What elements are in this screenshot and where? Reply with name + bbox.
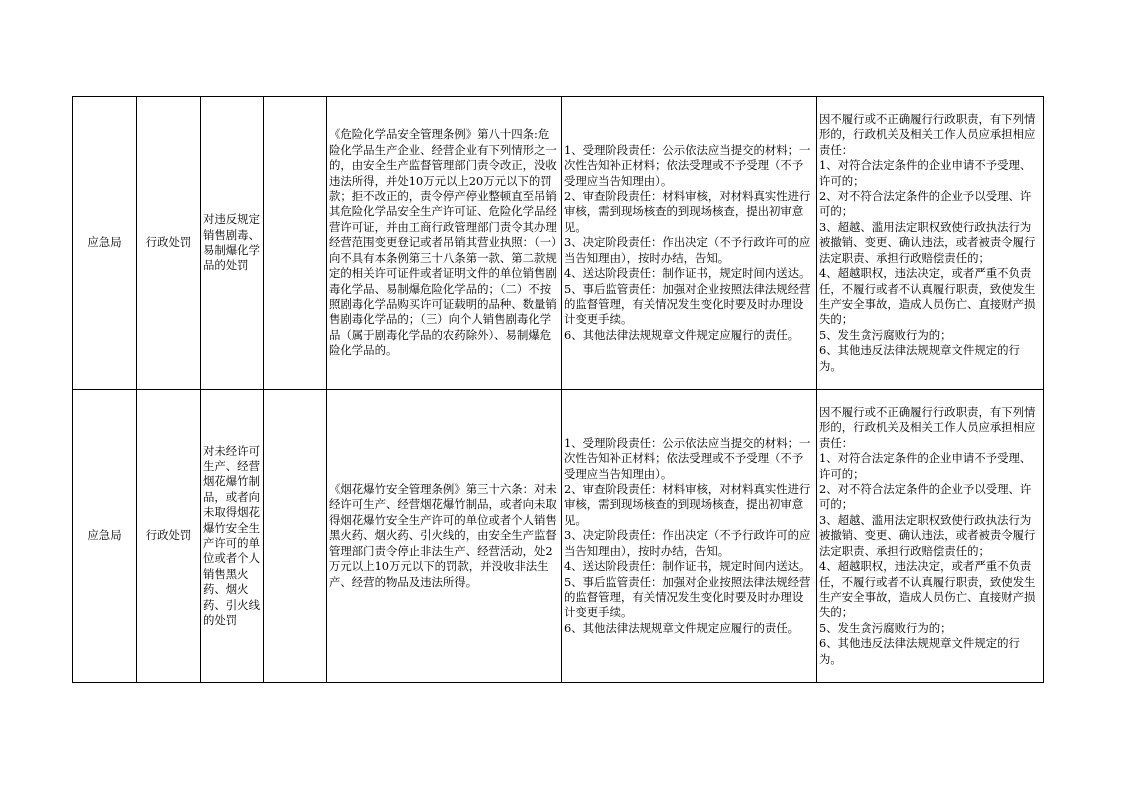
sub-item-cell [264, 97, 327, 390]
sub-item-cell [264, 390, 327, 683]
item-cell: 对违反规定销售剧毒、易制爆化学品的处罚 [201, 97, 264, 390]
responsibility-cell: 1、受理阶段责任：公示依法应当提交的材料；一次性告知补正材料；依法受理或不予受理（不予受理应当告知理由）。 2、审查阶段责任：材料审核，对材料真实性进行审核，需到现场核查的到现场核查，提出初审意见。 3、决定阶段责任：作出决定（不予行政许可的应当告知理由），按时办结，告知。 4、送达阶段责任：制作证书，规定时间内送达。 5、事后监管责任：加强对企业按照法律法规经营的监督管理，有关情况发生变化时要及时办理设计变更手续。 6、其他法律法规规章文件规定应履行的责任。 [562, 390, 817, 683]
basis-cell: 《烟花爆竹安全管理条例》第三十六条：对未经许可生产、经营烟花爆竹制品，或者向未取得烟花爆竹安全生产许可的单位或者个人销售黑火药、烟火药、引火线的，由安全生产监督管理部门责令停止非法生产、经营活动，处2万元以上10万元以下的罚款，并没收非法生产、经营的物品及违法所得。 [327, 390, 562, 683]
category-cell: 行政处罚 [137, 390, 201, 683]
table-row [73, 390, 1044, 683]
department-cell: 应急局 [73, 390, 137, 683]
responsibility-table [72, 96, 1044, 683]
department-cell: 应急局 [73, 97, 137, 390]
basis-cell: 《危险化学品安全管理条例》第八十四条:危险化学品生产企业、经营企业有下列情形之一的，由安全生产监督管理部门责令改正，没收违法所得，并处10万元以上20万元以下的罚款；拒不改正的，责令停产停业整顿直至吊销其危险化学品安全生产许可证、危险化学品经营许可证，并由工商行政管理部门责令其办理经营范围变更登记或者吊销其营业执照：（一）向不具有本条例第三十八条第一款、第二款规定的相关许可证件或者证明文件的单位销售剧毒化学品、易制爆危险化学品的；（二）不按照剧毒化学品购买许可证载明的品种、数量销售剧毒化学品的；（三）向个人销售剧毒化学品（属于剧毒化学品的农药除外）、易制爆危险化学品的。 [327, 97, 562, 390]
table-row [73, 97, 1044, 390]
accountability-cell: 因不履行或不正确履行行政职责，有下列情形的，行政机关及相关工作人员应承担相应责任： 1、对符合法定条件的企业申请不予受理、许可的； 2、对不符合法定条件的企业予以受理、许可的； 3、超越、滥用法定职权致使行政执法行为被撤销、变更、确认违法，或者被责令履行法定职责、承担行政赔偿责任的； 4、超越职权，违法决定，或者严重不负责任，不履行或者不认真履行职责，致使发生生产安全事故，造成人员伤亡、直接财产损失的； 5、发生贪污腐败行为的； 6、其他违反法律法规规章文件规定的行为。 [817, 97, 1044, 390]
item-cell: 对未经许可生产、经营烟花爆竹制品，或者向未取得烟花爆竹安全生产许可的单位或者个人销售黑火药、烟火药、引火线的处罚 [201, 390, 264, 683]
category-cell: 行政处罚 [137, 97, 201, 390]
responsibility-cell: 1、受理阶段责任：公示依法应当提交的材料；一次性告知补正材料；依法受理或不予受理（不予受理应当告知理由）。 2、审查阶段责任：材料审核，对材料真实性进行审核，需到现场核查的到现场核查，提出初审意见。 3、决定阶段责任：作出决定（不予行政许可的应当告知理由），按时办结，告知。 4、送达阶段责任：制作证书，规定时间内送达。 5、事后监管责任：加强对企业按照法律法规经营的监督管理，有关情况发生变化时要及时办理设计变更手续。 6、其他法律法规规章文件规定应履行的责任。 [562, 97, 817, 390]
accountability-cell: 因不履行或不正确履行行政职责，有下列情形的，行政机关及相关工作人员应承担相应责任： 1、对符合法定条件的企业申请不予受理、许可的； 2、对不符合法定条件的企业予以受理、许可的； 3、超越、滥用法定职权致使行政执法行为被撤销、变更、确认违法，或者被责令履行法定职责、承担行政赔偿责任的； 4、超越职权，违法决定，或者严重不负责任，不履行或者不认真履行职责，致使发生生产安全事故，造成人员伤亡、直接财产损失的； 5、发生贪污腐败行为的； 6、其他违反法律法规规章文件规定的行为。 [817, 390, 1044, 683]
